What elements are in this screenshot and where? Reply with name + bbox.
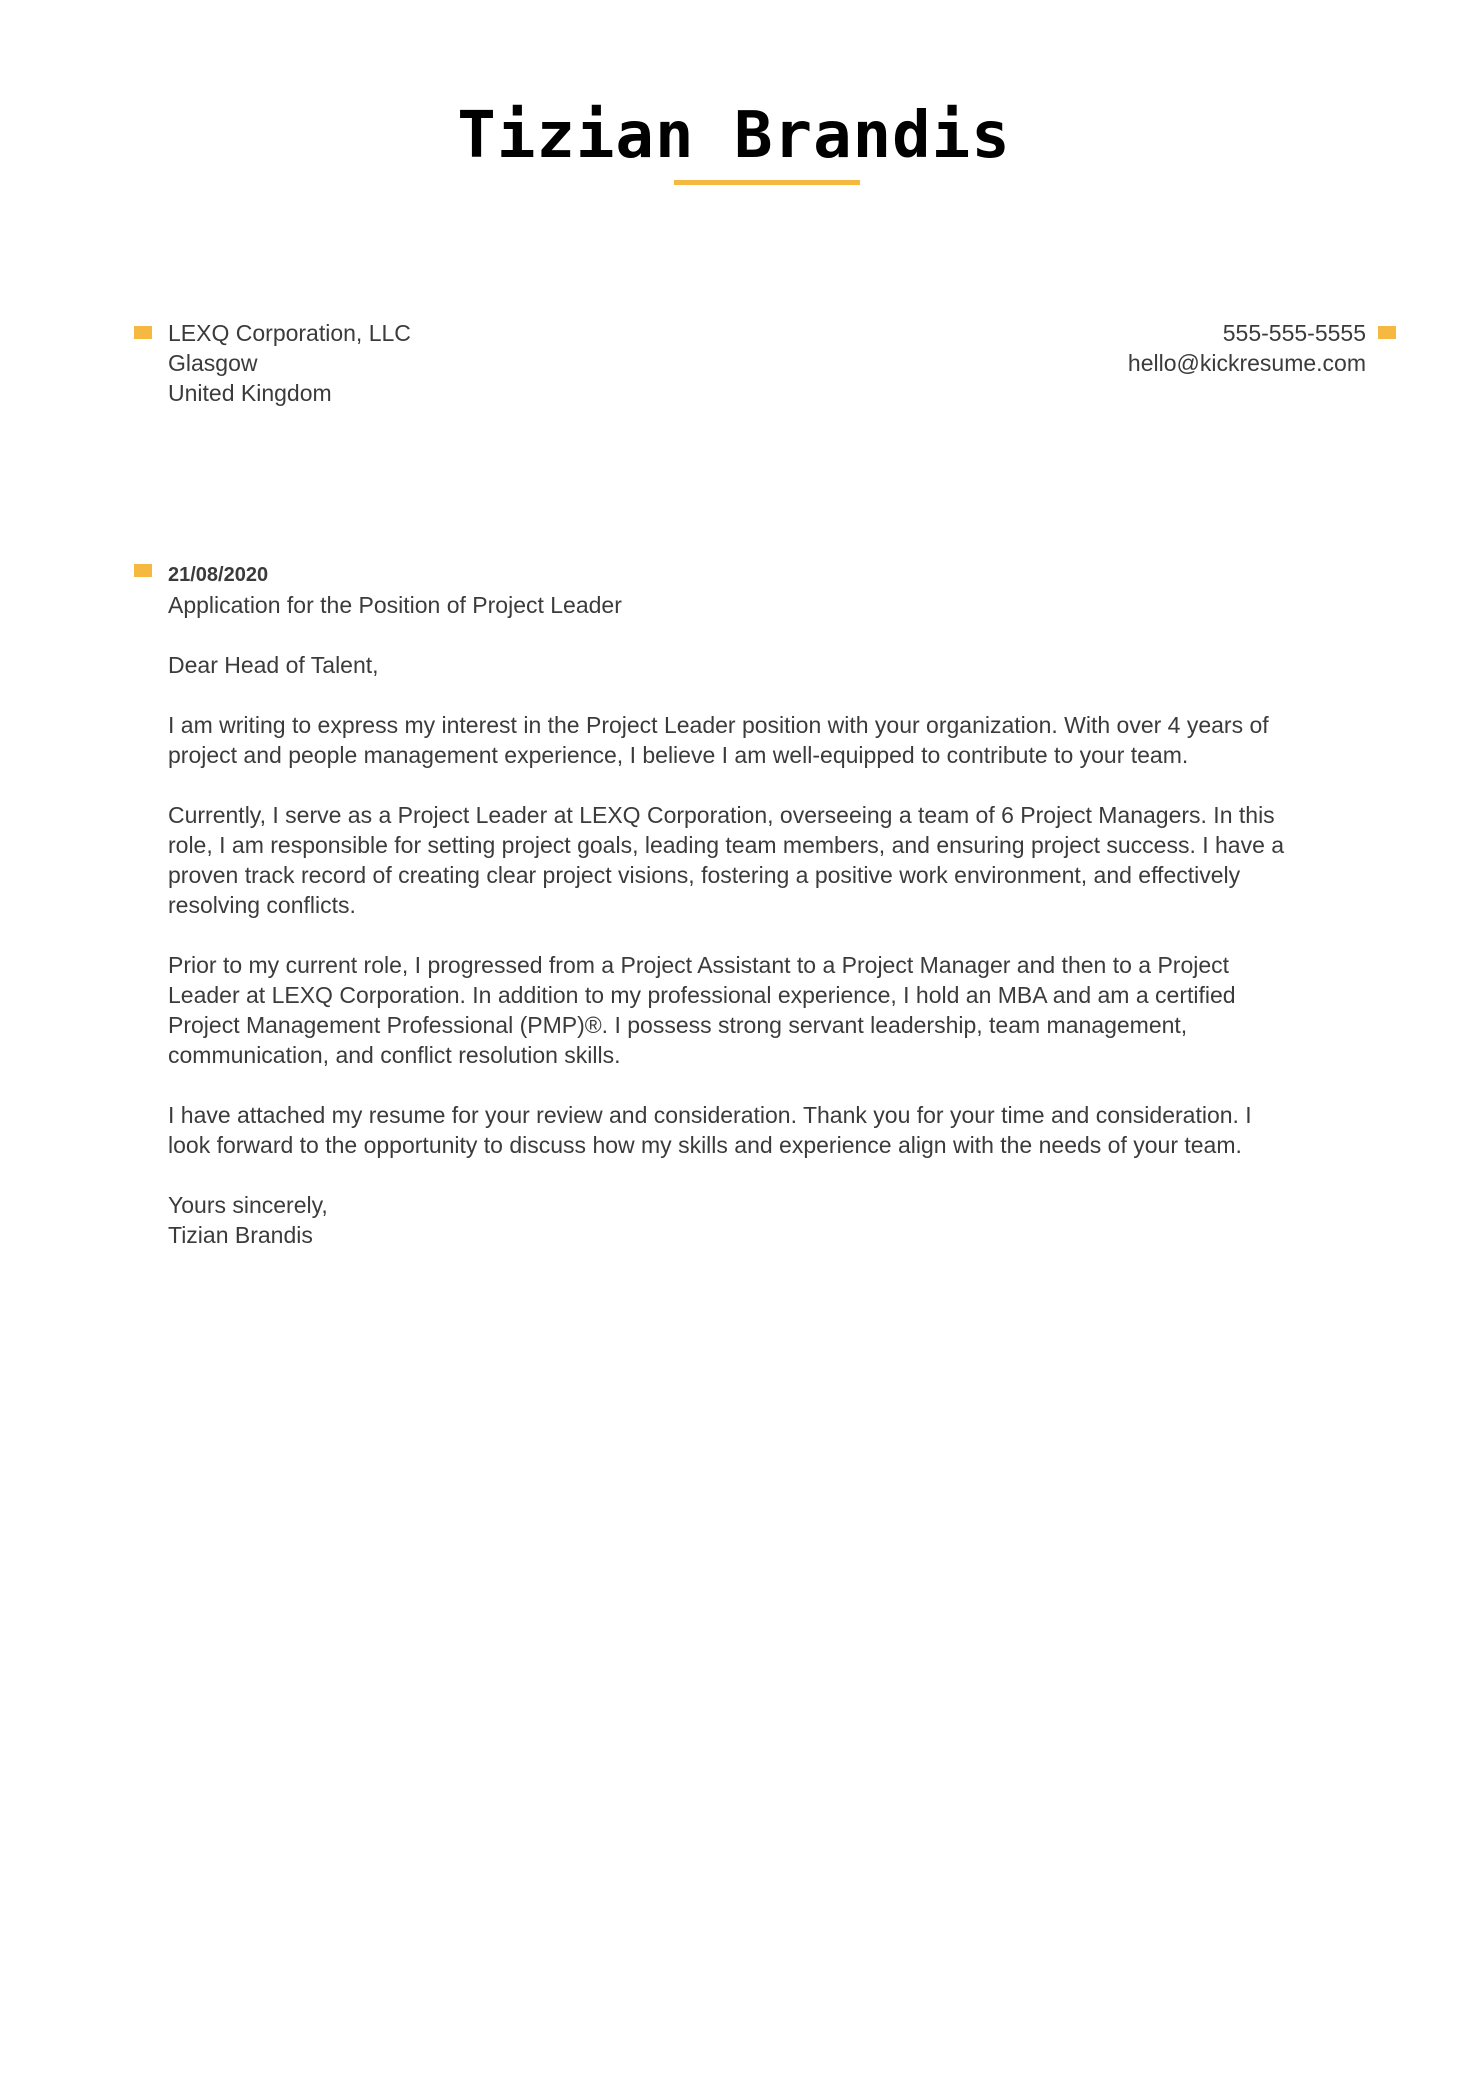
letter-paragraph: Currently, I serve as a Project Leader at LEXQ Corporation, overseeing a team of 6 Project Managers. In this role, I am responsible for setting project goals, leading team members, and ensuring project success. I have a proven track record of creating clear project visions, fostering a positive work environment, and effectively resolving conflicts. [168,802,1285,918]
contact-bullet-marker [1378,326,1396,339]
letter-signature: Tizian Brandis [168,1222,313,1248]
letter-closing-block [168,1190,1368,1250]
applicant-contact [1128,318,1366,378]
applicant-name: Tizian Brandis [457,99,1011,173]
letter-paragraph: I am writing to express my interest in the Project Leader position with your organization. With over 4 years of project and people management experience, I believe I am well-equipped to contribute to your team. [168,712,1269,768]
recipient-address [168,318,411,408]
letter-salutation: Dear Head of Talent, [168,652,379,678]
recipient-bullet-marker [134,326,152,339]
contact-email: hello@kickresume.com [1127,350,1366,376]
recipient-company: LEXQ Corporation, LLC [168,320,411,346]
letter-paragraph: Prior to my current role, I progressed from a Project Assistant to a Project Manager and then to a Project Leader at LEXQ Corporation. In addition to my professional experience, I hold an MBA and am a certified Project Management Professional (PMP)®. I possess strong servant leadership, team management, communication, and conflict resolution skills. [168,952,1236,1068]
letter-closing: Yours sincerely, [168,1192,328,1218]
letter-bullet-marker [134,564,152,577]
letter-body [168,560,1368,1250]
name-underline-accent [674,180,860,185]
letter-date: 21/08/2020 [168,564,269,586]
recipient-city: Glasgow [168,350,258,376]
letter-paragraph: I have attached my resume for your review and consideration. Thank you for your time and consideration. I look forward to the opportunity to discuss how my skills and experience align with the needs of your team. [168,1102,1252,1158]
contact-phone: 555-555-5555 [1222,320,1366,346]
recipient-country: United Kingdom [168,380,332,406]
letter-subject: Application for the Position of Project Leader [168,592,622,618]
